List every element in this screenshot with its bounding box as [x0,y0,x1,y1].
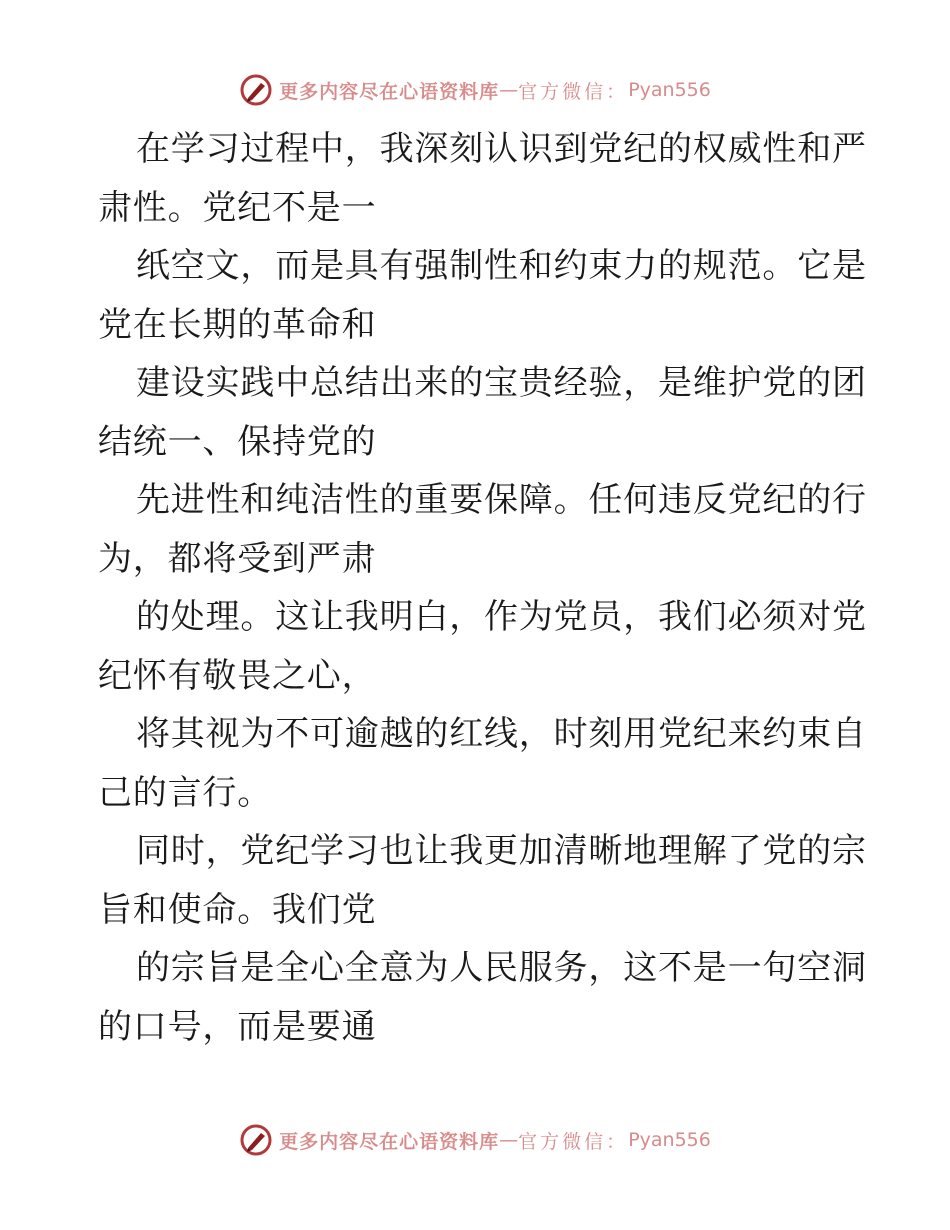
banner-wechat-label: 官方微信： [518,1130,629,1153]
text-line: 旨和使命。我们党 [98,889,377,930]
banner-separator: — [499,1129,519,1151]
text-line: 党在长期的革命和 [98,304,377,345]
text-line: 将其视为不可逾越的红线，时刻用党纪来约束自 [136,714,867,754]
banner-wechat-label: 官方微信： [518,80,629,103]
text-line: 结统一、保持党的 [98,421,377,462]
text-line: 纪怀有敬畏之心， [98,655,377,696]
header-banner [0,70,950,110]
pen-logo-icon [239,1123,273,1157]
text-line: 肃性。党纪不是一 [98,187,377,228]
text-line: 的口号，而是要通 [98,1006,377,1047]
banner-wechat-id: Pyan556 [628,79,711,101]
text-line: 己的言行。 [98,772,272,813]
banner-main-text: 更多内容尽在心语资料库 [279,80,500,103]
banner-separator: — [499,79,519,101]
text-line: 为，都将受到严肃 [98,538,377,579]
text-line: 的处理。这让我明白，作为党员，我们必须对党 [136,597,867,637]
pen-logo-icon [239,73,273,107]
footer-banner [0,1120,950,1160]
text-line: 纸空文，而是具有强制性和约束力的规范。它是 [136,246,867,286]
document-body [98,120,867,1056]
text-line: 同时，党纪学习也让我更加清晰地理解了党的宗 [136,831,867,871]
banner-wechat-id: Pyan556 [628,1129,711,1151]
text-line: 先进性和纯洁性的重要保障。任何违反党纪的行 [136,480,867,520]
banner-main-text: 更多内容尽在心语资料库 [279,1130,500,1153]
text-line: 建设实践中总结出来的宝贵经验，是维护党的团 [136,363,867,403]
text-line: 在学习过程中，我深刻认识到党纪的权威性和严 [136,129,867,169]
text-line: 的宗旨是全心全意为人民服务，这不是一句空洞 [136,948,867,988]
